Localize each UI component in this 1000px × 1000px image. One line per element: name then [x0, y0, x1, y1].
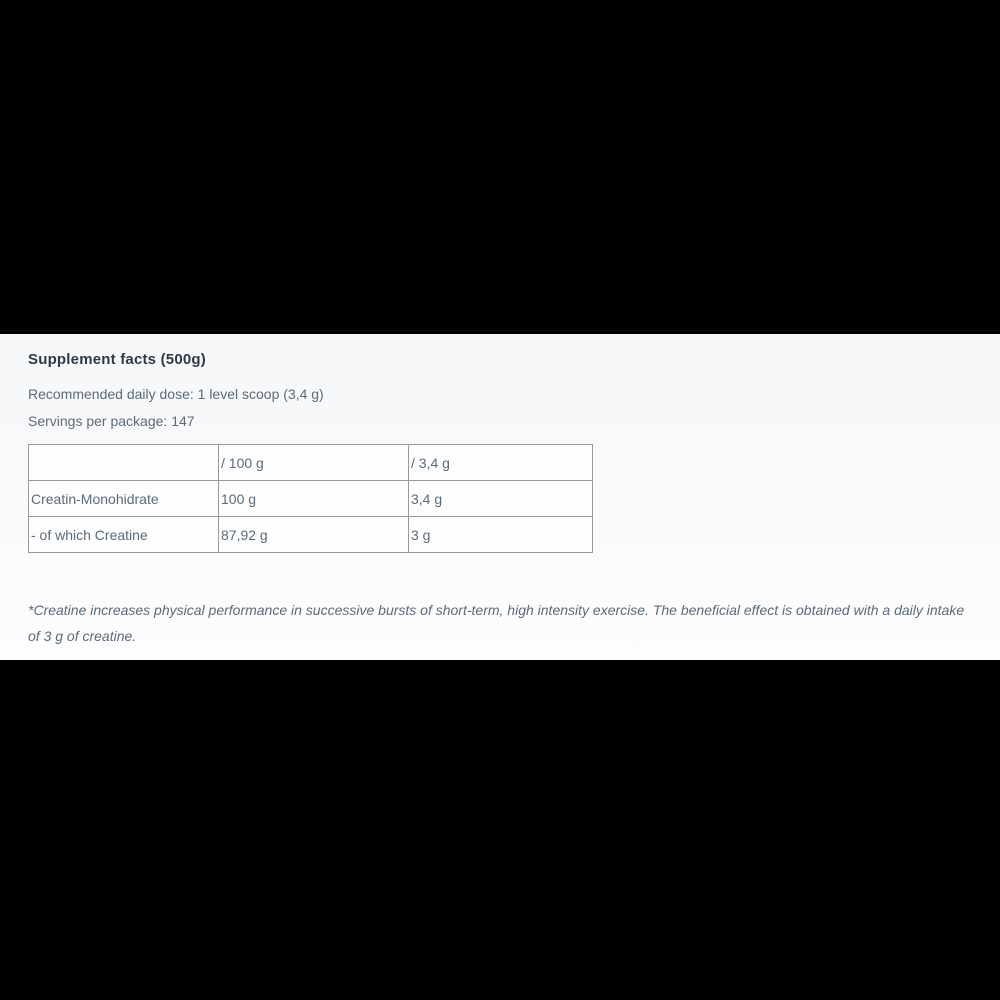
nutrition-table [28, 444, 593, 553]
recommended-dose-text: Recommended daily dose: 1 level scoop (3,4 g) [28, 386, 324, 402]
header-cell-empty [29, 445, 219, 481]
servings-per-package-text: Servings per package: 147 [28, 413, 195, 429]
row-label: - of which Creatine [29, 517, 219, 553]
row-value-per-serving: 3 g [409, 517, 593, 553]
top-black-band [0, 0, 1000, 334]
table-header-row [29, 445, 593, 481]
header-cell-per-100g: / 100 g [219, 445, 409, 481]
supplement-facts-panel [0, 334, 1000, 660]
table-row [29, 481, 593, 517]
row-value-per-serving: 3,4 g [409, 481, 593, 517]
bottom-black-band [0, 660, 1000, 1000]
header-cell-per-serving: / 3,4 g [409, 445, 593, 481]
row-value-per-100g: 100 g [219, 481, 409, 517]
row-label: Creatin-Monohidrate [29, 481, 219, 517]
table-row [29, 517, 593, 553]
creatine-footnote: *Creatine increases physical performance in successive bursts of short-term, high intensity exercise. The beneficial effect is obtained with a daily intake of 3 g of creatine. [28, 602, 965, 644]
row-value-per-100g: 87,92 g [219, 517, 409, 553]
supplement-facts-title: Supplement facts (500g) [28, 351, 206, 368]
